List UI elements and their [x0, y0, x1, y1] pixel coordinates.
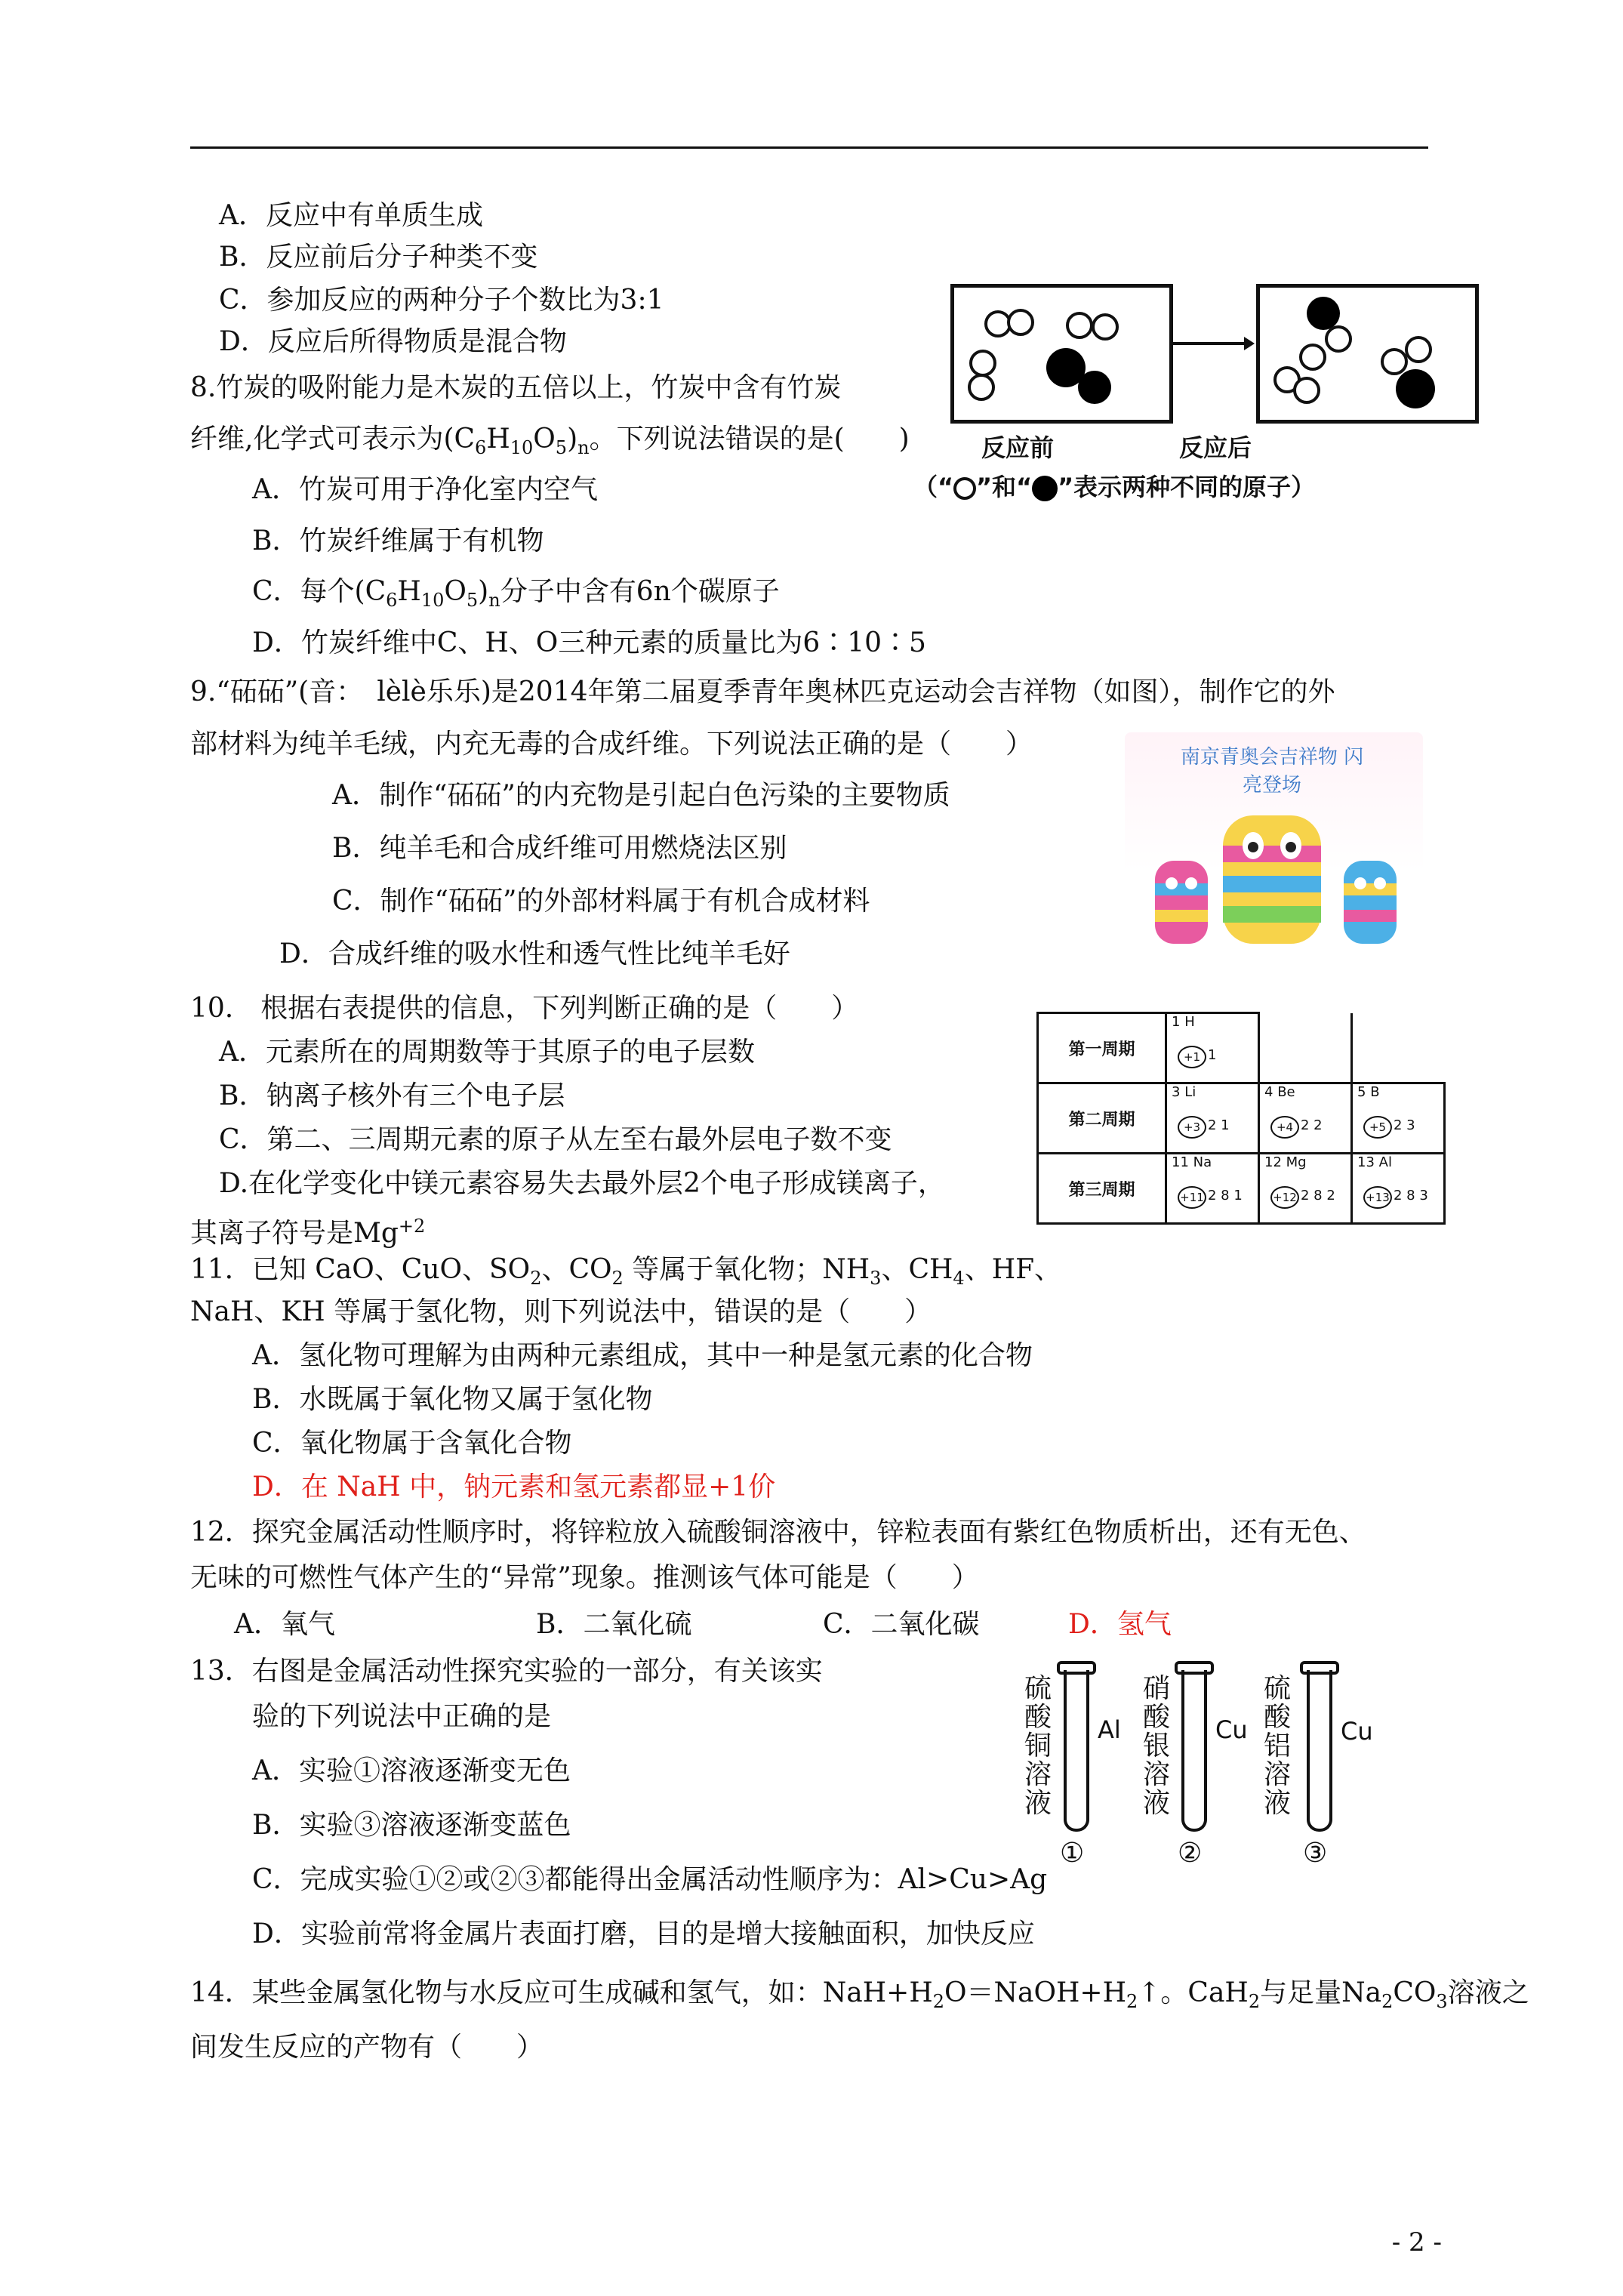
tube3 [1307, 1670, 1332, 1832]
element-cell: 4 Be +4 2 2 [1259, 1083, 1352, 1154]
tube2 [1181, 1670, 1207, 1832]
open-atom [969, 350, 996, 377]
page-number: - 2 - [1391, 2227, 1442, 2257]
q10-option-b: B．钠离子核外有三个电子层 [219, 1080, 565, 1111]
nucleus: +1 [1178, 1046, 1206, 1068]
q12-option-b: B．二氧化硫 [536, 1609, 692, 1640]
tube2-solution-label: 硝酸银溶液 [1142, 1673, 1170, 1819]
q8-stem-line2: 纤维,化学式可表示为$(C_6H_{10}O_5)_n$。下列说法错误的是( ) [190, 424, 910, 459]
electron-shells: 2 8 1 [1208, 1188, 1243, 1203]
tube2-metal: Cu [1215, 1715, 1248, 1744]
q8-option-c: C．每个$(C_6H_{10}O_5)_n$分子中含有6n个碳原子 [252, 576, 780, 612]
element-cell: 13 Al +13 2 8 3 [1352, 1154, 1445, 1224]
q9-stem-line2: 部材料为纯羊毛绒，内充无毒的合成纤维。下列说法正确的是（ ） [190, 729, 1033, 760]
tube2-number: ② [1178, 1838, 1203, 1869]
q11-option-d-answer: D．在 NaH 中，钠元素和氢元素都显+1价 [252, 1472, 776, 1502]
mascot-image [1125, 732, 1423, 985]
q7-option-b: B．反应前后分子种类不变 [219, 242, 538, 273]
q13-option-c: C．完成实验①②或②③都能得出金属活动性顺序为：Al>Cu>Ag [252, 1864, 1048, 1895]
electron-shells: 2 8 3 [1394, 1188, 1428, 1203]
electron-shells: 2 1 [1208, 1117, 1230, 1133]
q9-option-b: B．纯羊毛和合成纤维可用燃烧法区别 [332, 833, 787, 864]
after-label: 反应后 [1179, 433, 1252, 462]
q10-option-d-cont: 其离子符号是$Mg^{+2}$ [190, 1216, 426, 1249]
table-row [1038, 1154, 1445, 1224]
q11-option-a: A．氢化物可理解为由两种元素组成，其中一种是氢元素的化合物 [252, 1340, 1033, 1371]
q11-stem-line2: NaH、KH 等属于氢化物，则下列说法中，错误的是（ ） [190, 1296, 932, 1327]
tube3-metal: Cu [1341, 1717, 1373, 1746]
q7-option-c: C．参加反应的两种分子个数比为3:1 [219, 285, 664, 316]
nucleus: +13 [1363, 1186, 1392, 1209]
open-atom [1381, 348, 1408, 375]
q11-option-c: C．氧化物属于含氧化合物 [252, 1428, 572, 1459]
q13-option-d: D．实验前常将金属片表面打磨，目的是增大接触面积，加快反应 [252, 1918, 1035, 1949]
q12-stem-line1: 12．探究金属活动性顺序时，将锌粒放入硫酸铜溶液中，锌粒表面有紫红色物质析出，还有无色、 [190, 1517, 1366, 1548]
open-atom [1293, 377, 1320, 404]
electron-shells: 2 2 [1301, 1117, 1323, 1133]
q13-stem-line2: 验的下列说法中正确的是 [252, 1701, 552, 1732]
nucleus: +5 [1363, 1116, 1392, 1139]
filled-atom [1078, 371, 1111, 404]
nucleus: +4 [1270, 1116, 1299, 1139]
nucleus: +3 [1178, 1116, 1206, 1139]
element-cell: 1 H +1 1 [1166, 1013, 1259, 1083]
element-cell: 12 Mg +12 2 8 2 [1259, 1154, 1352, 1224]
open-atom [1066, 312, 1093, 339]
q8-option-b: B．竹炭纤维属于有机物 [252, 525, 544, 556]
table-row [1038, 1083, 1445, 1154]
mascot-banner: 南京青奥会吉祥物 闪亮登场 [1180, 746, 1364, 797]
q9-option-d: D．合成纤维的吸水性和透气性比纯羊毛好 [279, 938, 790, 969]
nucleus: +12 [1270, 1186, 1299, 1209]
filled-atom-legend-icon [1032, 476, 1058, 501]
period-label: 第三周期 [1038, 1154, 1166, 1224]
q10-stem: 10. 根据右表提供的信息，下列判断正确的是（ ） [190, 993, 859, 1024]
electron-shells: 2 3 [1394, 1117, 1415, 1133]
q8-option-a: A．竹炭可用于净化室内空气 [252, 474, 598, 505]
open-atom [1007, 309, 1034, 336]
q7-option-a: A．反应中有单质生成 [219, 200, 483, 231]
mascot-figures [1125, 732, 1423, 985]
tube3-solution-label: 硫酸铝溶液 [1263, 1673, 1291, 1819]
open-atom [1325, 325, 1352, 353]
period-label: 第一周期 [1038, 1013, 1166, 1083]
legend: （“ ”和“ ”表示两种不同的原子） [913, 473, 1316, 501]
q14-stem-line1: 14．某些金属氢化物与水反应可生成碱和氢气，如：$NaH+H_2O=NaOH+H_2↑$。CaH$_2$与足量$Na_2CO_3$溶液之 [190, 1977, 1529, 2013]
header-rule [190, 146, 1428, 149]
q13-option-a: A．实验①溶液逐渐变无色 [252, 1755, 571, 1786]
open-atom [1092, 313, 1119, 341]
before-box [950, 284, 1173, 424]
q12-stem-line2: 无味的可燃性气体产生的“异常”现象。推测该气体可能是（ ） [190, 1562, 979, 1593]
q12-option-d-answer: D．氢气 [1068, 1609, 1172, 1640]
q12-option-a: A．氧气 [234, 1609, 335, 1640]
electron-shells: 1 [1208, 1047, 1217, 1063]
q13-option-b: B．实验③溶液逐渐变蓝色 [252, 1810, 571, 1841]
table-row [1038, 1013, 1445, 1083]
open-atom [1405, 336, 1432, 363]
open-atom [968, 374, 995, 401]
q11-stem-line1: 11．已知 CaO、CuO、$SO_2$、$CO_2$ 等属于氧化物；$NH_3$、$CH_4$、HF、 [190, 1254, 1062, 1290]
element-cell: 5 B +5 2 3 [1352, 1083, 1445, 1154]
q12-option-c: C．二氧化碳 [823, 1609, 980, 1640]
q13-stem-line1: 13．右图是金属活动性探究实验的一部分，有关该实 [190, 1656, 823, 1687]
element-cell: 11 Na +11 2 8 1 [1166, 1154, 1259, 1224]
q10-option-c: C．第二、三周期元素的原子从左至右最外层电子数不变 [219, 1124, 892, 1155]
after-box [1256, 284, 1479, 424]
q10-option-d: D.在化学变化中镁元素容易失去最外层2个电子形成镁离子， [219, 1168, 945, 1199]
q11-option-b: B．水既属于氧化物又属于氢化物 [252, 1384, 653, 1415]
tube1 [1064, 1670, 1089, 1832]
tube1-solution-label: 硫酸铜溶液 [1024, 1673, 1052, 1819]
electron-shells: 2 8 2 [1301, 1188, 1335, 1203]
q14-stem-line2: 间发生反应的产物有（ ） [190, 2032, 544, 2063]
open-atom [1299, 344, 1326, 371]
q8-option-d: D．竹炭纤维中C、H、O三种元素的质量比为6∶10∶5 [252, 627, 926, 658]
q10-option-a: A．元素所在的周期数等于其原子的电子层数 [219, 1037, 755, 1068]
q8-stem-line1: 8.竹炭的吸附能力是木炭的五倍以上，竹炭中含有竹炭 [190, 372, 842, 403]
period-label: 第二周期 [1038, 1083, 1166, 1154]
tube1-metal: Al [1098, 1715, 1121, 1744]
reaction-arrow [1172, 332, 1255, 355]
periodic-table [1036, 1012, 1446, 1225]
element-cell: 3 Li +3 2 1 [1166, 1083, 1259, 1154]
q9-option-a: A．制作“砳砳”的内充物是引起白色污染的主要物质 [332, 780, 950, 811]
filled-atom [1396, 369, 1435, 408]
q9-stem-line1: 9.“砳砳”(音： lèlè乐乐)是2014年第二届夏季青年奥林匹克运动会吉祥物（如图），制作它的外 [190, 676, 1335, 707]
before-label: 反应前 [981, 433, 1055, 462]
q9-option-c: C．制作“砳砳”的外部材料属于有机合成材料 [332, 886, 870, 917]
q7-option-d: D．反应后所得物质是混合物 [219, 326, 567, 357]
open-atom-legend-icon [953, 477, 976, 500]
nucleus: +11 [1178, 1186, 1206, 1209]
tube3-number: ③ [1303, 1838, 1328, 1869]
tube1-number: ① [1060, 1838, 1085, 1869]
